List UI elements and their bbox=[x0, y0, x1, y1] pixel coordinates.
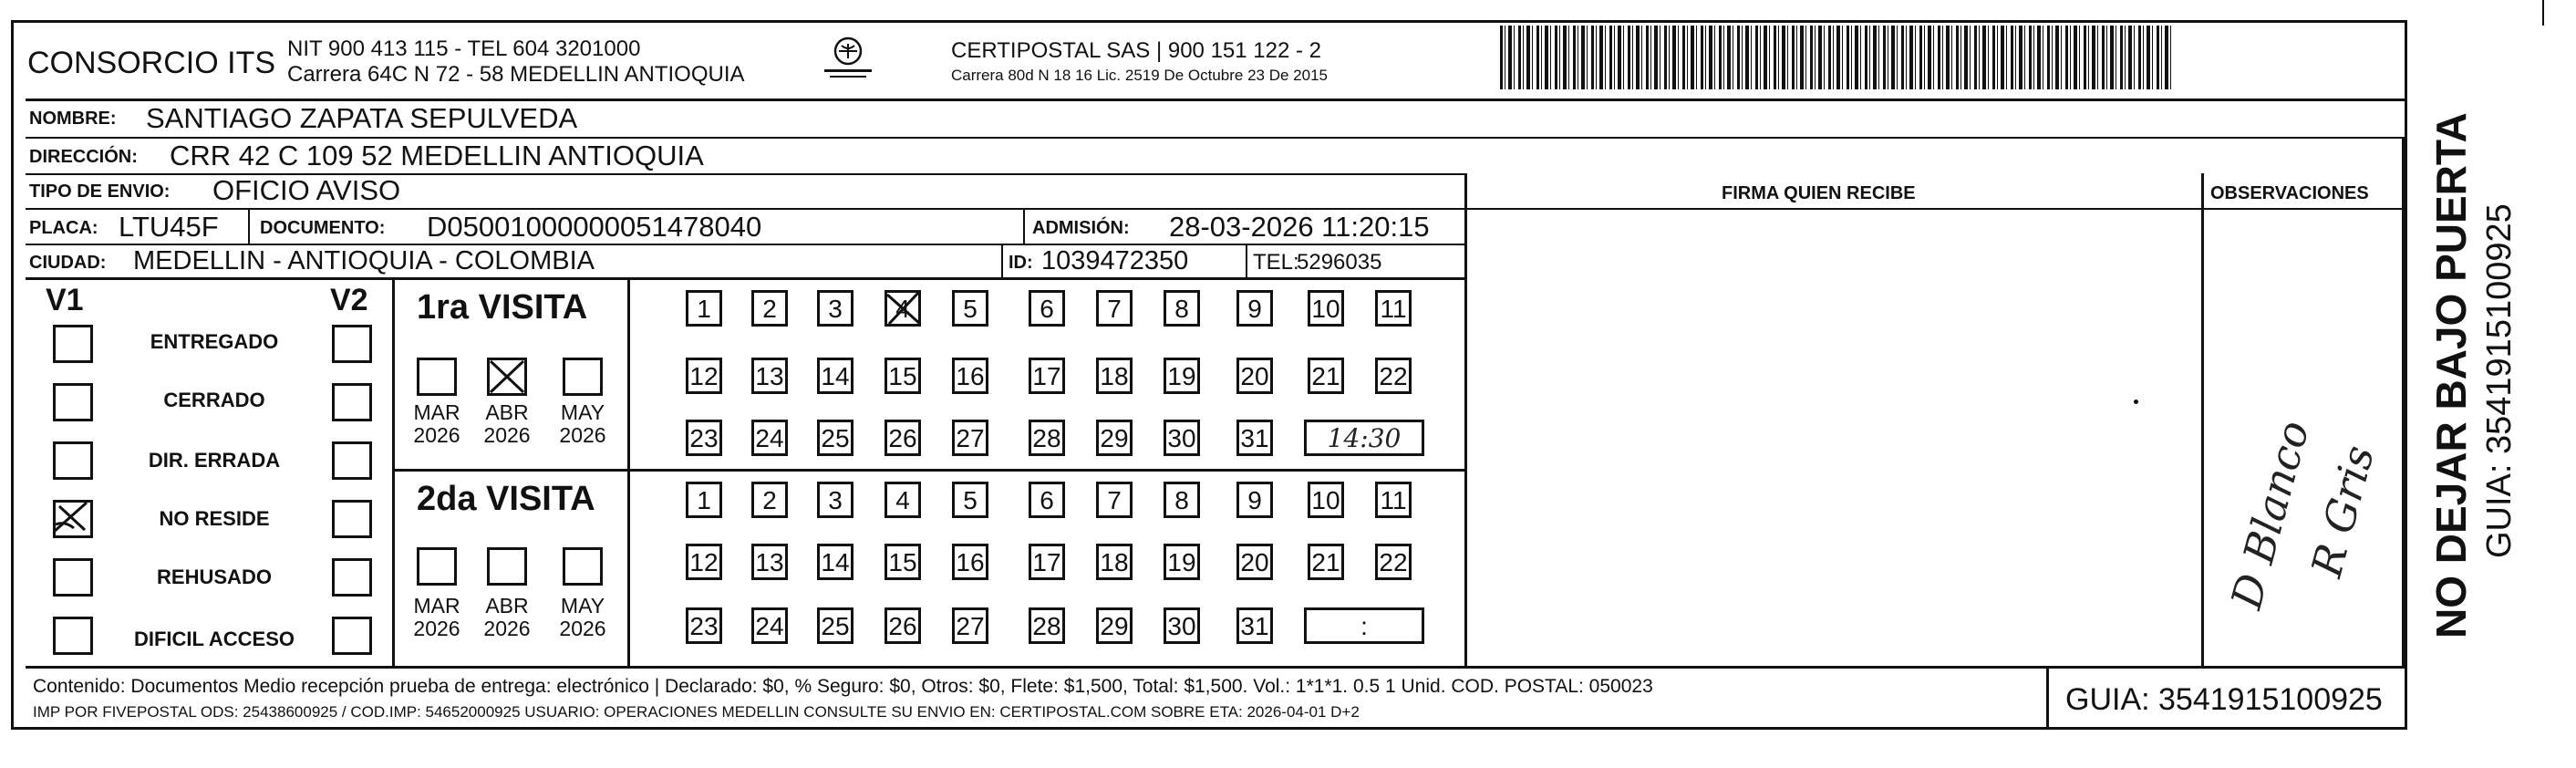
side-guia: GUIA: 3541915100925 bbox=[2480, 203, 2519, 558]
status-label: DIR. ERRADA bbox=[148, 449, 281, 472]
first-visit-day-box[interactable]: 27 bbox=[952, 420, 988, 456]
second-visit-day-box[interactable]: 18 bbox=[1096, 544, 1133, 580]
second-visit-month-label bbox=[409, 595, 464, 641]
second-visit-day-box[interactable]: 13 bbox=[751, 544, 788, 580]
second-visit-title: 2da VISITA bbox=[417, 480, 595, 518]
company-line1: NIT 900 413 115 - TEL 604 3201000 bbox=[287, 36, 641, 61]
nombre-value: SANTIAGO ZAPATA SEPULVEDA bbox=[146, 102, 578, 134]
first-visit-month-checkbox[interactable] bbox=[563, 358, 603, 396]
footer-imp: IMP POR FIVEPOSTAL ODS: 25438600925 / COD.IMP: 54652000925 USUARIO: OPERACIONES MEDELLIN CONSULTE SU ENVIO EN: CERTIPOSTAL.COM SOBRE ETA: 2026-04-01 D+2 bbox=[33, 703, 1360, 721]
month-year: 2026 bbox=[413, 617, 460, 641]
status-label: ENTREGADO bbox=[150, 330, 279, 353]
month-year: 2026 bbox=[413, 423, 460, 448]
first-visit-title: 1ra VISITA bbox=[417, 288, 588, 327]
second-visit-month-checkbox[interactable] bbox=[417, 547, 457, 586]
month-name: ABR bbox=[485, 594, 529, 618]
certipostal-logo-icon bbox=[821, 35, 875, 86]
id-value: 1039472350 bbox=[1041, 246, 1189, 275]
second-visit-day-box[interactable]: 23 bbox=[686, 607, 722, 644]
carrier-line1: CERTIPOSTAL SAS | 900 151 122 - 2 bbox=[951, 38, 1321, 63]
first-visit-day-box[interactable]: 31 bbox=[1236, 420, 1273, 456]
second-visit-day-box[interactable]: 5 bbox=[952, 482, 988, 518]
v2-checkbox[interactable] bbox=[332, 441, 372, 480]
first-visit-month-label bbox=[409, 401, 464, 448]
v1-label: V1 bbox=[46, 283, 84, 317]
second-visit-day-box[interactable]: 29 bbox=[1096, 607, 1133, 644]
second-visit-day-box[interactable]: 3 bbox=[817, 482, 853, 518]
status-label: NO RESIDE bbox=[159, 507, 270, 530]
v2-checkbox[interactable] bbox=[332, 325, 372, 363]
divider bbox=[1246, 244, 1247, 277]
second-visit-day-box[interactable]: 19 bbox=[1164, 544, 1200, 580]
second-visit-day-box[interactable]: 2 bbox=[751, 482, 788, 518]
divider bbox=[627, 277, 630, 666]
divider bbox=[1464, 208, 2404, 210]
first-visit-day-box[interactable]: 13 bbox=[751, 358, 788, 394]
first-visit-month-label bbox=[555, 401, 610, 448]
company-line2: Carrera 64C N 72 - 58 MEDELLIN ANTIOQUIA bbox=[287, 62, 745, 87]
divider bbox=[2402, 137, 2405, 666]
company-name: CONSORCIO ITS bbox=[27, 46, 276, 80]
month-name: MAY bbox=[560, 594, 605, 618]
v2-checkbox[interactable] bbox=[332, 558, 372, 597]
documento-label: DOCUMENTO: bbox=[260, 218, 386, 238]
first-visit-day-box[interactable]: 17 bbox=[1029, 358, 1065, 394]
month-year: 2026 bbox=[559, 617, 606, 641]
firma-header: FIRMA QUIEN RECIBE bbox=[1722, 183, 1916, 203]
check-x-icon bbox=[487, 358, 527, 396]
status-label: DIFICIL ACCESO bbox=[133, 628, 295, 650]
first-visit-day-box[interactable]: 3 bbox=[817, 290, 853, 327]
v1-checkbox[interactable] bbox=[53, 558, 93, 597]
second-visit-month-label bbox=[555, 595, 610, 641]
first-visit-day-box[interactable]: 1 bbox=[686, 290, 722, 327]
edge-mark bbox=[2542, 0, 2544, 26]
v1-checkbox[interactable] bbox=[53, 441, 93, 480]
second-visit-time-box[interactable]: : bbox=[1304, 607, 1424, 644]
second-visit-day-box[interactable]: 17 bbox=[1029, 544, 1065, 580]
first-visit-day-box[interactable]: 20 bbox=[1236, 358, 1273, 394]
second-visit-day-box[interactable]: 26 bbox=[885, 607, 921, 644]
direccion-value: CRR 42 C 109 52 MEDELLIN ANTIOQUIA bbox=[170, 140, 704, 171]
second-visit-month-checkbox[interactable] bbox=[563, 547, 603, 586]
second-visit-day-box[interactable]: 14 bbox=[817, 544, 853, 580]
divider bbox=[2201, 173, 2204, 666]
first-visit-day-box[interactable]: 15 bbox=[885, 358, 921, 394]
second-visit-month-label bbox=[480, 595, 534, 641]
first-visit-day-box[interactable]: 30 bbox=[1164, 420, 1200, 456]
second-visit-day-box[interactable]: 1 bbox=[686, 482, 722, 518]
month-year: 2026 bbox=[483, 617, 531, 641]
month-name: ABR bbox=[485, 400, 529, 424]
divider bbox=[26, 277, 1466, 280]
footer-contenido: Contenido: Documentos Medio recepción prueba de entrega: electrónico | Declarado: $0, % Seguro: $0, Otros: $0, Flete: $1,500, Total: $1,500. Vol.: 1*1*1. 0.5 1 Unid. COD. POSTAL: 050023 bbox=[33, 676, 1653, 697]
month-year: 2026 bbox=[559, 423, 606, 448]
v1-checkbox[interactable] bbox=[53, 383, 93, 421]
first-visit-day-box[interactable]: 7 bbox=[1096, 290, 1133, 327]
v2-checkbox[interactable] bbox=[332, 500, 372, 538]
month-name: MAR bbox=[413, 400, 460, 424]
month-name: MAY bbox=[560, 400, 605, 424]
signature-mark bbox=[2134, 400, 2138, 404]
first-visit-day-box[interactable]: 16 bbox=[952, 358, 988, 394]
v2-label: V2 bbox=[330, 283, 368, 317]
tipo-value: OFICIO AVISO bbox=[212, 174, 401, 206]
second-visit-day-box[interactable]: 31 bbox=[1236, 607, 1273, 644]
ciudad-label: CIUDAD: bbox=[29, 253, 107, 273]
placa-value: LTU45F bbox=[119, 211, 219, 243]
first-visit-day-box[interactable]: 8 bbox=[1164, 290, 1200, 327]
first-visit-day-box[interactable]: 14 bbox=[817, 358, 853, 394]
first-visit-day-box[interactable]: 5 bbox=[952, 290, 988, 327]
v1-checkbox[interactable] bbox=[53, 500, 93, 538]
first-visit-day-box[interactable]: 12 bbox=[686, 358, 722, 394]
admision-label: ADMISIÓN: bbox=[1032, 218, 1130, 238]
check-x-icon bbox=[882, 287, 926, 329]
first-visit-day-box[interactable]: 9 bbox=[1236, 290, 1273, 327]
observation-handwriting-1: D Blanco bbox=[2221, 415, 2319, 614]
carrier-line2: Carrera 80d N 18 16 Lic. 2519 De Octubre 23 De 2015 bbox=[951, 67, 1328, 84]
first-visit-month-checkbox[interactable] bbox=[487, 358, 527, 396]
divider bbox=[26, 244, 1466, 245]
first-visit-day-box[interactable] bbox=[885, 290, 921, 327]
divider bbox=[392, 469, 1466, 472]
second-visit-day-box[interactable]: 22 bbox=[1375, 544, 1412, 580]
divider bbox=[1001, 244, 1003, 277]
second-visit-day-box[interactable]: 16 bbox=[952, 544, 988, 580]
second-visit-day-box[interactable]: 10 bbox=[1308, 482, 1344, 518]
certipostal-logo bbox=[821, 35, 875, 86]
first-visit-day-box[interactable]: 21 bbox=[1308, 358, 1344, 394]
observation-handwriting-2: R Gris bbox=[2302, 440, 2385, 582]
second-visit-day-box[interactable]: 27 bbox=[952, 607, 988, 644]
first-visit-day-box[interactable]: 26 bbox=[885, 420, 921, 456]
divider bbox=[248, 208, 250, 244]
first-visit-day-box[interactable]: 18 bbox=[1096, 358, 1133, 394]
second-visit-day-box[interactable]: 12 bbox=[686, 544, 722, 580]
first-visit-day-box[interactable]: 24 bbox=[751, 420, 788, 456]
divider bbox=[2046, 666, 2049, 728]
second-visit-day-box[interactable]: 15 bbox=[885, 544, 921, 580]
status-label: CERRADO bbox=[163, 389, 265, 411]
second-visit-day-box[interactable]: 8 bbox=[1164, 482, 1200, 518]
first-visit-day-box[interactable]: 2 bbox=[751, 290, 788, 327]
second-visit-day-box[interactable]: 6 bbox=[1029, 482, 1065, 518]
first-visit-day-box[interactable]: 29 bbox=[1096, 420, 1133, 456]
check-x-icon bbox=[50, 497, 90, 535]
documento-value: D05001000000051478040 bbox=[427, 211, 762, 243]
first-visit-time-box[interactable]: 14:30 bbox=[1304, 420, 1424, 456]
second-visit-day-box[interactable]: 9 bbox=[1236, 482, 1273, 518]
first-visit-day-box[interactable]: 6 bbox=[1029, 290, 1065, 327]
v1-checkbox[interactable] bbox=[53, 617, 93, 655]
divider bbox=[26, 137, 2405, 139]
first-visit-month-label bbox=[480, 401, 534, 448]
first-visit-day-box[interactable]: 28 bbox=[1029, 420, 1065, 456]
month-name: MAR bbox=[413, 594, 460, 618]
second-visit-day-box[interactable]: 21 bbox=[1308, 544, 1344, 580]
divider bbox=[1464, 173, 1467, 666]
month-year: 2026 bbox=[483, 423, 531, 448]
tel-value: 5296035 bbox=[1297, 250, 1382, 275]
side-warning: NO DEJAR BAJO PUERTA bbox=[2427, 112, 2475, 638]
observaciones-header: OBSERVACIONES bbox=[2210, 183, 2369, 203]
placa-label: PLACA: bbox=[29, 218, 98, 238]
first-visit-day-box[interactable]: 23 bbox=[686, 420, 722, 456]
first-visit-day-box[interactable]: 10 bbox=[1308, 290, 1344, 327]
day-number: 4 bbox=[895, 295, 910, 323]
second-visit-day-box[interactable]: 7 bbox=[1096, 482, 1133, 518]
id-label: ID: bbox=[1009, 253, 1033, 273]
divider bbox=[392, 277, 395, 666]
second-visit-month-checkbox[interactable] bbox=[487, 547, 527, 586]
second-visit-day-box[interactable]: 28 bbox=[1029, 607, 1065, 644]
second-visit-day-box[interactable]: 11 bbox=[1375, 482, 1412, 518]
ciudad-value: MEDELLIN - ANTIOQUIA - COLOMBIA bbox=[133, 246, 595, 275]
status-label: REHUSADO bbox=[157, 566, 272, 588]
second-visit-day-box[interactable]: 30 bbox=[1164, 607, 1200, 644]
divider bbox=[1023, 208, 1025, 244]
admision-value: 28-03-2026 11:20:15 bbox=[1169, 211, 1430, 243]
second-visit-day-box[interactable]: 20 bbox=[1236, 544, 1273, 580]
first-visit-day-box[interactable]: 11 bbox=[1375, 290, 1412, 327]
nombre-label: NOMBRE: bbox=[29, 109, 117, 129]
divider bbox=[26, 208, 1466, 210]
barcode bbox=[1500, 26, 2175, 89]
first-visit-month-checkbox[interactable] bbox=[417, 358, 457, 396]
tipo-label: TIPO DE ENVIO: bbox=[29, 182, 171, 202]
v1-checkbox[interactable] bbox=[53, 325, 93, 363]
second-visit-day-box[interactable]: 24 bbox=[751, 607, 788, 644]
tel-label: TEL: bbox=[1253, 250, 1299, 275]
second-visit-day-box[interactable]: 4 bbox=[885, 482, 921, 518]
first-visit-day-box[interactable]: 22 bbox=[1375, 358, 1412, 394]
footer-guia: GUIA: 3541915100925 bbox=[2065, 682, 2383, 717]
first-visit-day-box[interactable]: 19 bbox=[1164, 358, 1200, 394]
second-visit-day-box[interactable]: 25 bbox=[817, 607, 853, 644]
v2-checkbox[interactable] bbox=[332, 617, 372, 655]
v2-checkbox[interactable] bbox=[332, 383, 372, 421]
first-visit-day-box[interactable]: 25 bbox=[817, 420, 853, 456]
direccion-label: DIRECCIÓN: bbox=[29, 147, 138, 167]
